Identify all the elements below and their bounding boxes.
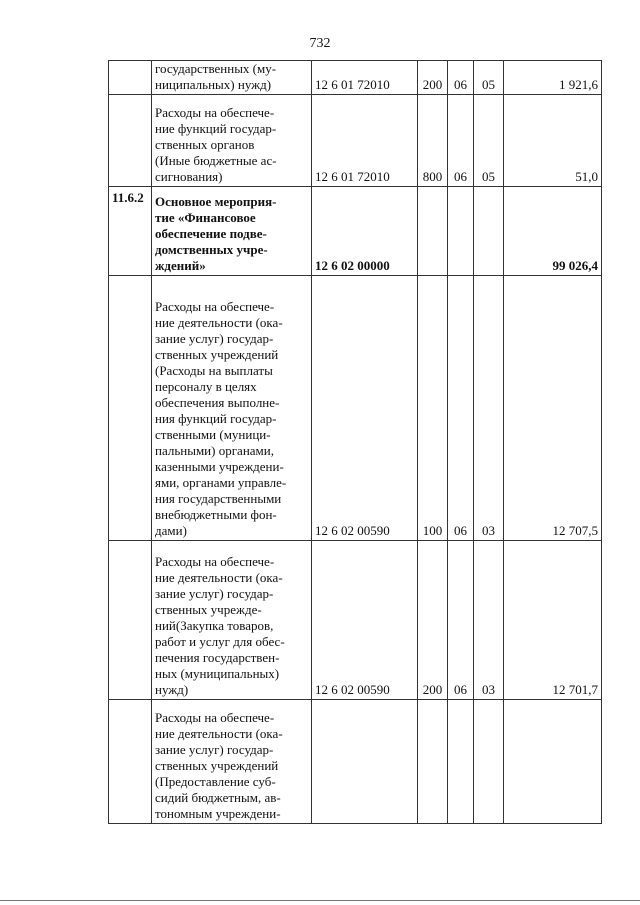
item-number [109, 541, 152, 700]
amount: 51,0 [504, 95, 602, 187]
bottom-divider [0, 900, 640, 901]
subsection-code [474, 187, 504, 276]
item-number [109, 276, 152, 541]
section-code [448, 700, 474, 824]
item-description: Расходы на обеспече- ние деятельности (ока- зание услуг) государ- ственных учреждений (Предоставление суб- сидий бюджетным, ав- тономным учреждени- [152, 700, 312, 824]
item-description: Расходы на обеспече- ние деятельности (ока- зание услуг) государ- ственных учрежде- ний(Закупка товаров, работ и услуг для обес- печения государствен- ных (муниципальных) нужд) [152, 541, 312, 700]
page-number: 732 [309, 36, 331, 51]
subsection-code: 03 [474, 541, 504, 700]
item-description: государственных (му- ниципальных) нужд) [152, 61, 312, 95]
amount [504, 700, 602, 824]
table-row [109, 187, 602, 276]
expense-type-code [418, 187, 448, 276]
item-description: Основное мероприя- тие «Финансовое обеспечение подве- домственных учре- ждений» [152, 187, 312, 276]
item-description: Расходы на обеспече- ние деятельности (ока- зание услуг) государ- ственных учреждений (Расходы на выплаты персоналу в целях обеспечения выполне- ния функций государ- ственными (муници- пальными) органами, казенными учреждени- ями, органами управле- ния государственными внебюджетными фон- дами) [152, 276, 312, 541]
target-article-code: 12 6 01 72010 [312, 61, 418, 95]
section-code: 06 [448, 61, 474, 95]
target-article-code: 12 6 02 00590 [312, 276, 418, 541]
subsection-code [474, 700, 504, 824]
section-code: 06 [448, 276, 474, 541]
expense-type-code: 200 [418, 61, 448, 95]
section-code: 06 [448, 95, 474, 187]
expense-type-code: 200 [418, 541, 448, 700]
table-row [109, 541, 602, 700]
table-row [109, 700, 602, 824]
budget-table [108, 60, 602, 824]
table-row [109, 276, 602, 541]
amount: 99 026,4 [504, 187, 602, 276]
item-number [109, 61, 152, 95]
target-article-code: 12 6 02 00590 [312, 541, 418, 700]
section-code [448, 187, 474, 276]
target-article-code: 12 6 02 00000 [312, 187, 418, 276]
subsection-code: 05 [474, 95, 504, 187]
target-article-code: 12 6 01 72010 [312, 95, 418, 187]
target-article-code [312, 700, 418, 824]
budget-table-body [109, 61, 602, 824]
subsection-code: 03 [474, 276, 504, 541]
item-description: Расходы на обеспече- ние функций государ- ственных органов (Иные бюджетные ас- сигнования) [152, 95, 312, 187]
item-number: 11.6.2 [109, 187, 152, 276]
item-number [109, 700, 152, 824]
table-row [109, 95, 602, 187]
expense-type-code: 800 [418, 95, 448, 187]
amount: 1 921,6 [504, 61, 602, 95]
amount: 12 707,5 [504, 276, 602, 541]
expense-type-code [418, 700, 448, 824]
amount: 12 701,7 [504, 541, 602, 700]
section-code: 06 [448, 541, 474, 700]
expense-type-code: 100 [418, 276, 448, 541]
table-row [109, 61, 602, 95]
item-number [109, 95, 152, 187]
subsection-code: 05 [474, 61, 504, 95]
